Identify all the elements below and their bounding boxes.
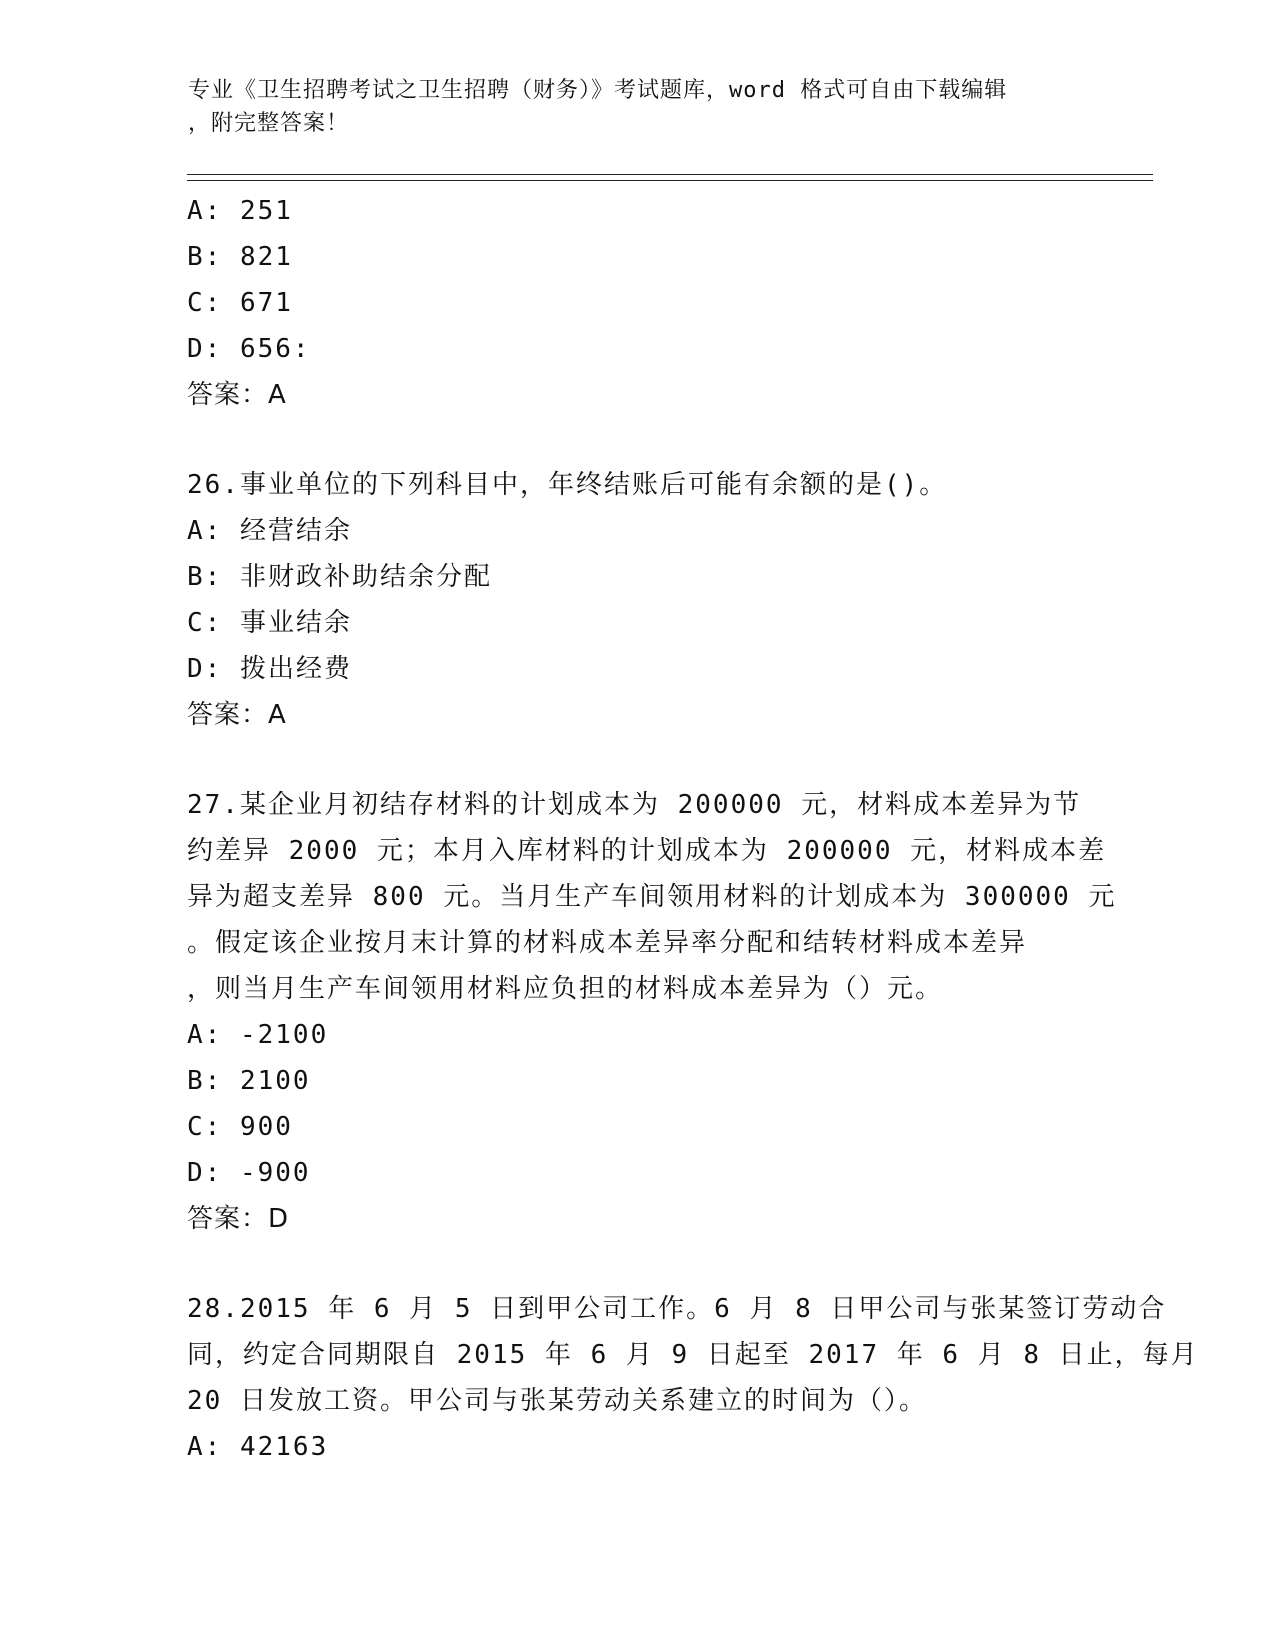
answer-line: 答案：D bbox=[187, 1204, 290, 1234]
option-b: B: 2100 bbox=[187, 1066, 311, 1096]
question-27-block bbox=[187, 782, 1117, 1242]
question-text-line: 20 日发放工资。甲公司与张某劳动关系建立的时间为（）。 bbox=[187, 1386, 927, 1416]
option-d: D: -900 bbox=[187, 1158, 311, 1188]
question-26-block bbox=[187, 462, 1087, 738]
question-text-line: 28.2015 年 6 月 5 日到甲公司工作。6 月 8 日甲公司与张某签订劳动合 bbox=[187, 1294, 1167, 1324]
answer-line: 答案：A bbox=[187, 380, 287, 410]
header-line-2: ，附完整答案！ bbox=[188, 111, 350, 136]
header-line-1: 专业《卫生招聘考试之卫生招聘（财务）》考试题库，word 格式可自由下载编辑 bbox=[188, 78, 1008, 103]
option-a: A: 42163 bbox=[187, 1432, 329, 1462]
question-text bbox=[187, 1286, 1199, 1424]
question-content bbox=[187, 188, 1199, 1470]
option-c: C: 事业结余 bbox=[187, 608, 352, 638]
option-a: A: 251 bbox=[187, 196, 293, 226]
option-b: B: 821 bbox=[187, 242, 293, 272]
option-d: D: 拨出经费 bbox=[187, 654, 352, 684]
question-28-block bbox=[187, 1286, 1199, 1470]
question-text-line: 同，约定合同期限自 2015 年 6 月 9 日起至 2017 年 6 月 8 日止，每月 bbox=[187, 1340, 1199, 1370]
question-text-line: 26.事业单位的下列科目中，年终结账后可能有余额的是()。 bbox=[187, 470, 948, 500]
question-text-line: 27.某企业月初结存材料的计划成本为 200000 元，材料成本差异为节 bbox=[187, 790, 1082, 820]
question-text-line: 异为超支差异 800 元。当月生产车间领用材料的计划成本为 300000 元 bbox=[187, 882, 1117, 912]
option-c: C: 900 bbox=[187, 1112, 293, 1142]
option-b: B: 非财政补助结余分配 bbox=[187, 562, 492, 592]
question-25-block bbox=[187, 188, 1087, 418]
question-text bbox=[187, 782, 1117, 1012]
question-text-line: ，则当月生产车间领用材料应负担的材料成本差异为（）元。 bbox=[187, 974, 944, 1004]
option-d: D: 656: bbox=[187, 334, 311, 364]
header-divider-bottom bbox=[187, 180, 1153, 181]
question-text-line: 约差异 2000 元；本月入库材料的计划成本为 200000 元，材料成本差 bbox=[187, 836, 1107, 866]
header-divider-top bbox=[187, 174, 1153, 175]
question-text-line: 。假定该企业按月末计算的材料成本差异率分配和结转材料成本差异 bbox=[187, 928, 1028, 958]
option-c: C: 671 bbox=[187, 288, 293, 318]
document-header bbox=[188, 74, 1088, 140]
option-a: A: 经营结余 bbox=[187, 516, 352, 546]
option-a: A: -2100 bbox=[187, 1020, 329, 1050]
question-text bbox=[187, 462, 1087, 508]
answer-line: 答案：A bbox=[187, 700, 287, 730]
